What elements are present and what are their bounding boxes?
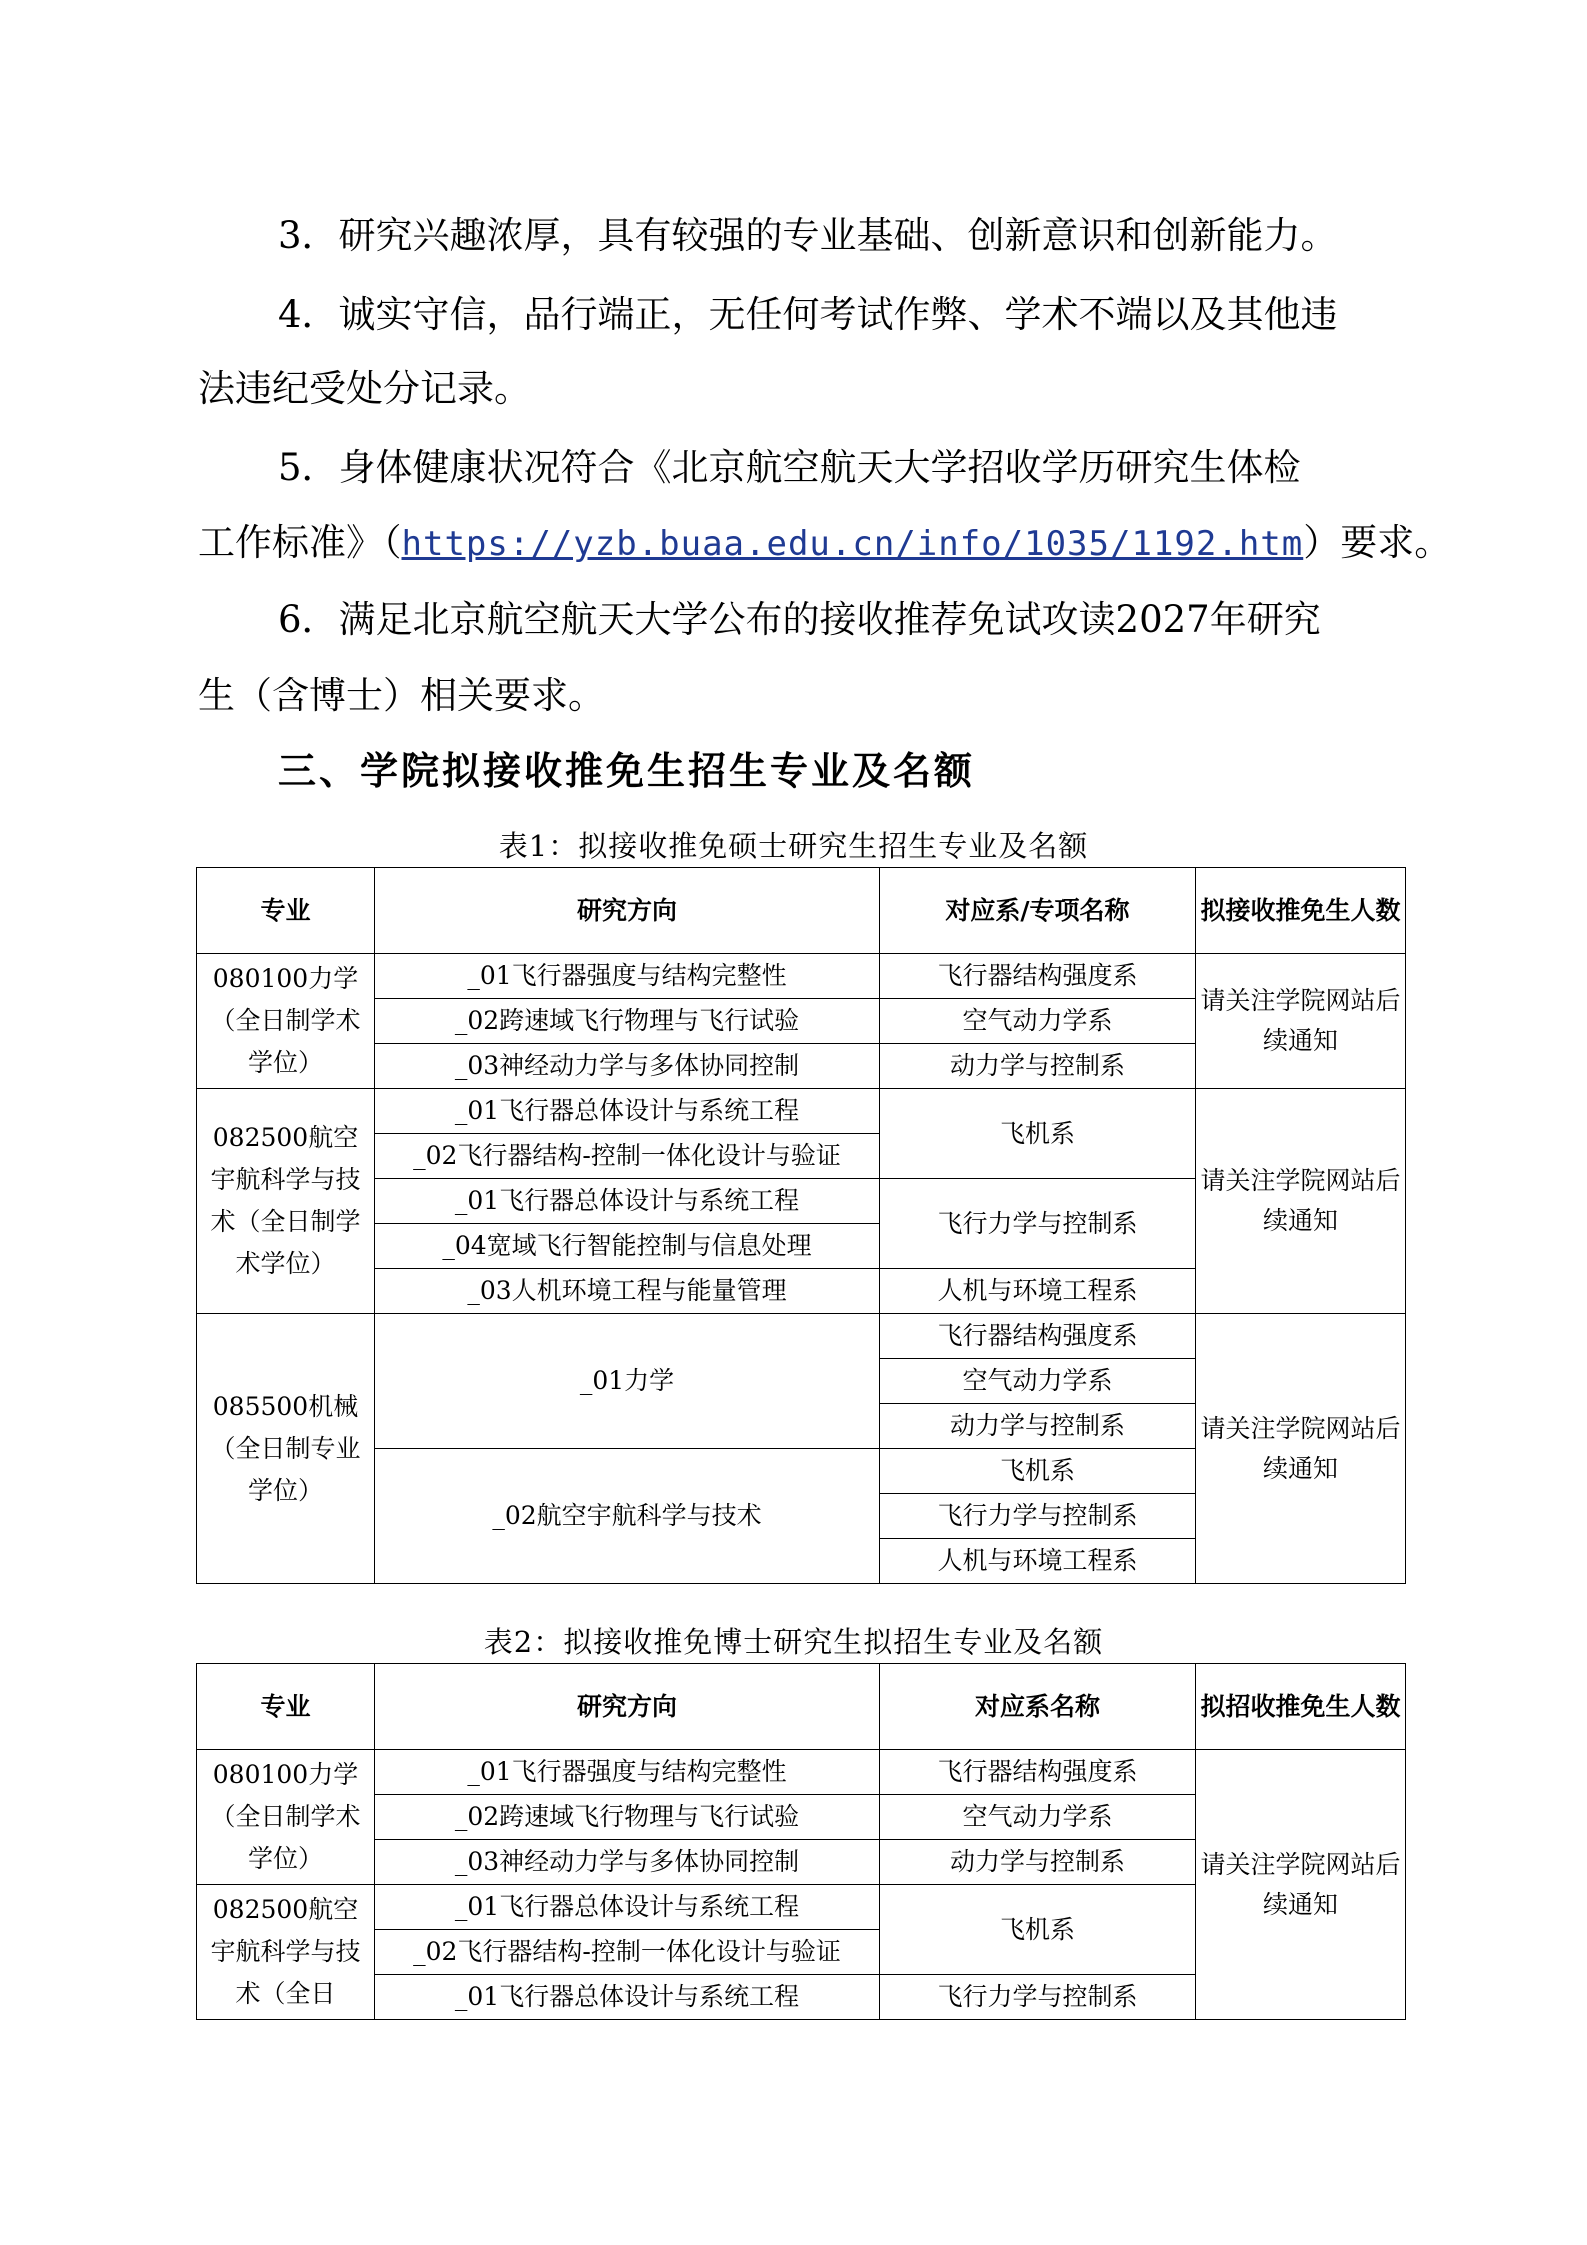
department-cell: 飞行力学与控制系	[880, 1494, 1196, 1539]
department-cell: 飞行力学与控制系	[880, 1975, 1196, 2020]
direction-cell: _04宽域飞行智能控制与信息处理	[375, 1224, 880, 1269]
department-cell: 空气动力学系	[880, 1795, 1196, 1840]
major-cell: 082500航空宇航科学与技术（全日	[197, 1885, 375, 2020]
department-cell: 飞行器结构强度系	[880, 1750, 1196, 1795]
table1-caption: 表1：拟接收推免硕士研究生招生专业及名额	[498, 829, 1089, 863]
direction-cell: _02飞行器结构-控制一体化设计与验证	[375, 1134, 880, 1179]
header-major: 专业	[197, 1664, 375, 1750]
direction-cell: _01飞行器强度与结构完整性	[375, 1750, 880, 1795]
table-row	[197, 1089, 1406, 1134]
department-cell: 空气动力学系	[880, 999, 1196, 1044]
direction-cell: _01飞行器总体设计与系统工程	[375, 1179, 880, 1224]
department-cell: 空气动力学系	[880, 1359, 1196, 1404]
paragraph-4-line1: 4．诚实守信，品行端正，无任何考试作弊、学术不端以及其他违	[278, 293, 1338, 336]
paragraph-4-line2: 法违纪受处分记录。	[198, 367, 531, 410]
paragraph-6-line1: 6．满足北京航空航天大学公布的接收推荐免试攻读2027年研究	[278, 598, 1321, 641]
major-cell: 082500航空宇航科学与技术（全日制学术学位）	[197, 1089, 375, 1314]
direction-cell: _03神经动力学与多体协同控制	[375, 1044, 880, 1089]
department-cell: 飞行器结构强度系	[880, 1314, 1196, 1359]
major-cell: 080100力学（全日制学术学位）	[197, 954, 375, 1089]
count-cell: 请关注学院网站后续通知	[1196, 1089, 1406, 1314]
direction-cell: _01飞行器强度与结构完整性	[375, 954, 880, 999]
department-cell: 飞行力学与控制系	[880, 1179, 1196, 1269]
header-major: 专业	[197, 868, 375, 954]
paragraph-5-line1: 5．身体健康状况符合《北京航空航天大学招收学历研究生体检	[278, 446, 1301, 489]
department-cell: 动力学与控制系	[880, 1404, 1196, 1449]
direction-cell: _01飞行器总体设计与系统工程	[375, 1885, 880, 1930]
paragraph-6-line2: 生（含博士）相关要求。	[198, 674, 605, 717]
direction-cell: _02跨速域飞行物理与飞行试验	[375, 999, 880, 1044]
table2-caption: 表2：拟接收推免博士研究生拟招生专业及名额	[483, 1625, 1104, 1659]
paragraph-3: 3．研究兴趣浓厚，具有较强的专业基础、创新意识和创新能力。	[278, 214, 1338, 257]
header-department: 对应系/专项名称	[880, 868, 1196, 954]
direction-cell: _01飞行器总体设计与系统工程	[375, 1089, 880, 1134]
department-cell: 人机与环境工程系	[880, 1269, 1196, 1314]
direction-cell: _02跨速域飞行物理与飞行试验	[375, 1795, 880, 1840]
department-cell: 飞机系	[880, 1449, 1196, 1494]
direction-cell: _01飞行器总体设计与系统工程	[375, 1975, 880, 2020]
direction-cell: _02飞行器结构-控制一体化设计与验证	[375, 1930, 880, 1975]
department-cell: 动力学与控制系	[880, 1840, 1196, 1885]
department-cell: 飞行器结构强度系	[880, 954, 1196, 999]
header-department: 对应系名称	[880, 1664, 1196, 1750]
header-direction: 研究方向	[375, 868, 880, 954]
section-heading: 三、学院拟接收推免生招生专业及名额	[278, 749, 976, 793]
paragraph-5-line2: 工作标准》（https://yzb.buaa.edu.cn/info/1035/1192.htm）要求。	[198, 521, 1452, 564]
doctoral-quota-table	[196, 1663, 1406, 2020]
major-cell: 080100力学（全日制学术学位）	[197, 1750, 375, 1885]
direction-cell: _03神经动力学与多体协同控制	[375, 1840, 880, 1885]
count-cell: 请关注学院网站后续通知	[1196, 954, 1406, 1089]
department-cell: 飞机系	[880, 1089, 1196, 1179]
table-row	[197, 1750, 1406, 1795]
table-row	[197, 954, 1406, 999]
header-direction: 研究方向	[375, 1664, 880, 1750]
count-cell: 请关注学院网站后续通知	[1196, 1314, 1406, 1584]
department-cell: 飞机系	[880, 1885, 1196, 1975]
header-count: 拟招收推免生人数	[1196, 1664, 1406, 1750]
header-count: 拟接收推免生人数	[1196, 868, 1406, 954]
masters-quota-table	[196, 867, 1406, 1584]
major-cell: 085500机械（全日制专业学位）	[197, 1314, 375, 1584]
direction-cell: _02航空宇航科学与技术	[375, 1449, 880, 1584]
direction-cell: _03人机环境工程与能量管理	[375, 1269, 880, 1314]
health-standard-link[interactable]: https://yzb.buaa.edu.cn/info/1035/1192.htm	[401, 524, 1304, 564]
direction-cell: _01力学	[375, 1314, 880, 1449]
count-cell: 请关注学院网站后续通知	[1196, 1750, 1406, 2020]
department-cell: 动力学与控制系	[880, 1044, 1196, 1089]
department-cell: 人机与环境工程系	[880, 1539, 1196, 1584]
table-row	[197, 1314, 1406, 1359]
